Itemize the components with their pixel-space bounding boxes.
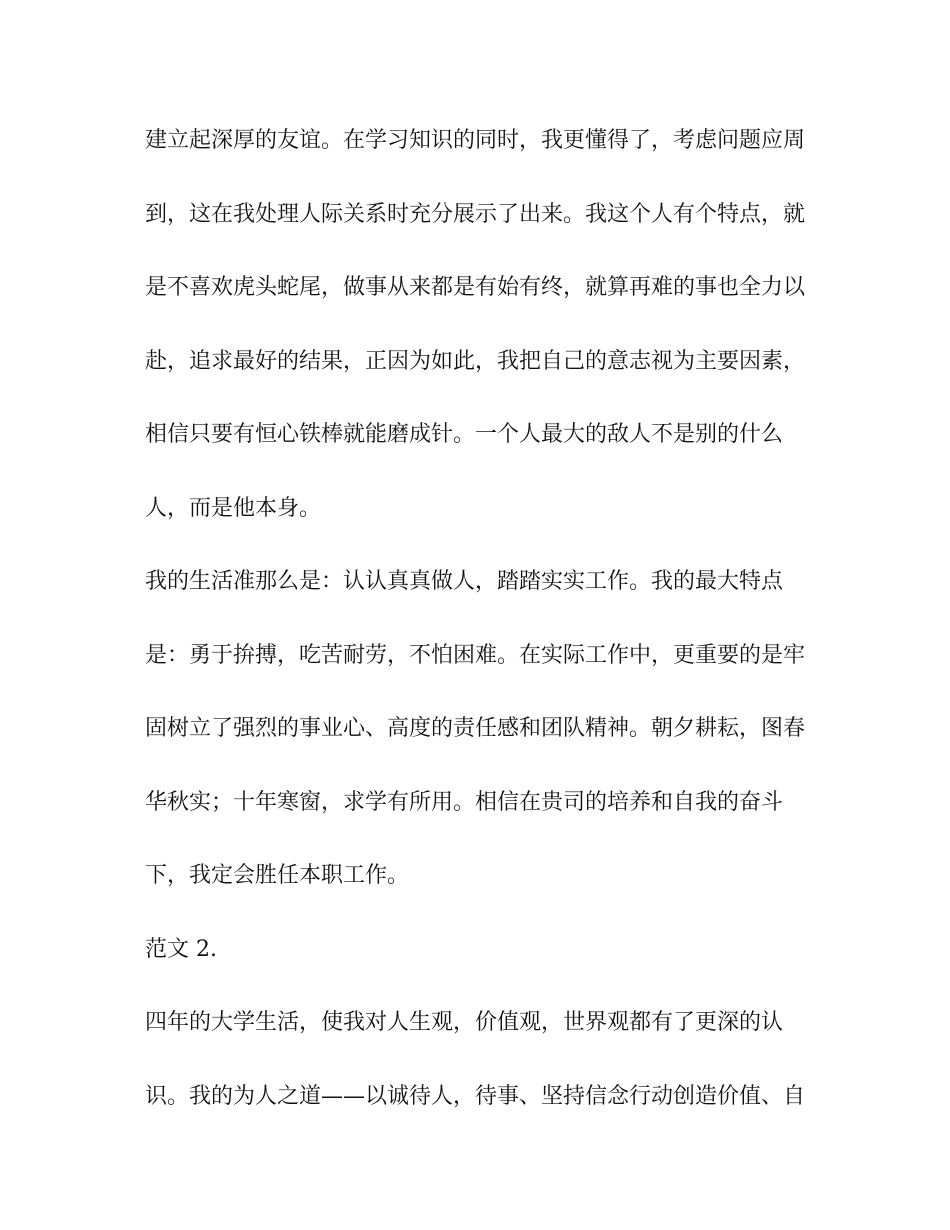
text-line: 相信只要有恒心铁棒就能磨成针。一个人最大的敌人不是别的什么 xyxy=(145,422,784,447)
text-line: 下，我定会胜任本职工作。 xyxy=(145,863,410,888)
section-heading: 范文 2. xyxy=(145,936,217,962)
text-line: 是不喜欢虎头蛇尾，做事从来都是有始有终，就算再难的事也全力以 xyxy=(145,275,806,300)
text-line: 建立起深厚的友谊。在学习知识的同时，我更懂得了，考虑问题应周 xyxy=(145,128,806,153)
text-line: 赴，追求最好的结果，正因为如此，我把自己的意志视为主要因素， xyxy=(145,348,806,374)
text-line: 到，这在我处理人际关系时充分展示了出来。我这个人有个特点，就 xyxy=(145,201,806,227)
text-line: 我的生活准那么是：认认真真做人，踏踏实实工作。我的最大特点 xyxy=(145,569,784,594)
text-line: 固树立了强烈的事业心、高度的责任感和团队精神。朝夕耕耘，图春 xyxy=(145,716,806,741)
document-body xyxy=(145,114,825,1143)
text-line: 人，而是他本身。 xyxy=(145,495,322,521)
text-line: 识。我的为人之道——以诚待人，待事、坚持信念行动创造价值、自 xyxy=(145,1083,806,1109)
text-line: 华秋实；十年寒窗，求学有所用。相信在贵司的培养和自我的奋斗 xyxy=(145,789,784,815)
text-line: 是：勇于拚搏，吃苦耐劳，不怕困难。在实际工作中，更重要的是牢 xyxy=(145,642,806,668)
text-line: 四年的大学生活，使我对人生观，价值观，世界观都有了更深的认 xyxy=(145,1010,784,1035)
